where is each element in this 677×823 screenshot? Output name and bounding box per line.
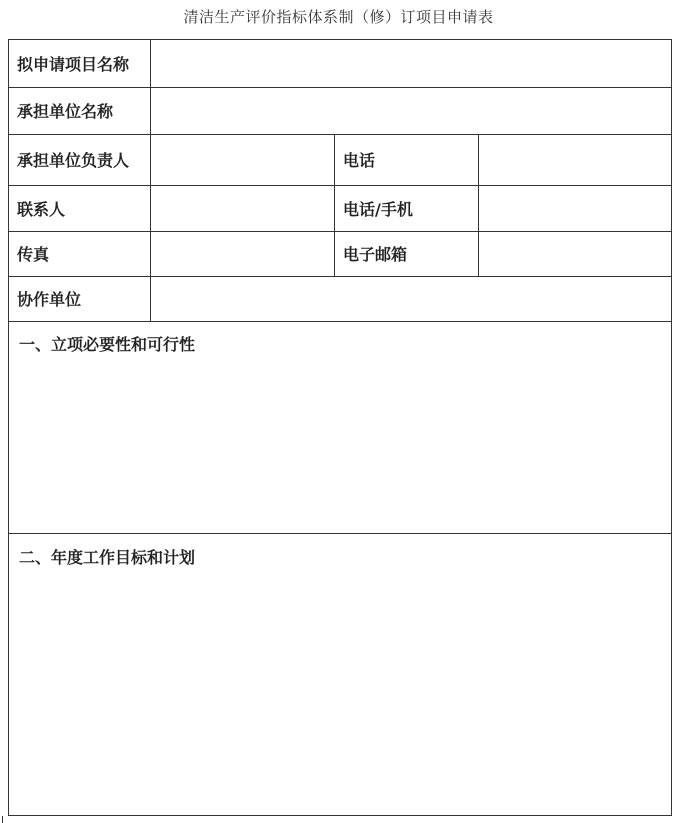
- contact-label: 联系人: [17, 199, 66, 219]
- row-divider: [9, 533, 671, 534]
- project-name-label: 拟申请项目名称: [17, 55, 130, 74]
- page-edge-mark: [2, 816, 3, 823]
- application-form-table: [8, 39, 672, 816]
- fax-label: 传真: [17, 245, 50, 264]
- mobile-field[interactable]: [479, 185, 671, 231]
- necessity-section-label: 一、立项必要性和可行性: [19, 335, 196, 354]
- mobile-label: 电话/手机: [343, 199, 413, 219]
- phone-field[interactable]: [479, 134, 671, 185]
- undertaking-unit-field[interactable]: [151, 87, 671, 134]
- project-name-field[interactable]: [151, 40, 671, 87]
- form-title: 清洁生产评价指标体系制（修）订项目申请表: [183, 8, 494, 26]
- email-field[interactable]: [479, 231, 671, 276]
- cooperating-unit-field[interactable]: [151, 276, 671, 321]
- fax-field[interactable]: [151, 231, 334, 276]
- undertaking-unit-label: 承担单位名称: [17, 102, 114, 121]
- contact-field[interactable]: [151, 185, 334, 231]
- unit-leader-label: 承担单位负责人: [17, 151, 130, 170]
- row-divider: [9, 321, 671, 322]
- cooperating-unit-label: 协作单位: [17, 290, 82, 309]
- annual-plan-section-label: 二、年度工作目标和计划: [19, 548, 196, 567]
- necessity-section-field[interactable]: [10, 358, 670, 528]
- annual-plan-section-field[interactable]: [10, 571, 670, 811]
- phone-label: 电话: [343, 151, 376, 170]
- unit-leader-field[interactable]: [151, 134, 334, 185]
- email-label: 电子邮箱: [343, 245, 408, 264]
